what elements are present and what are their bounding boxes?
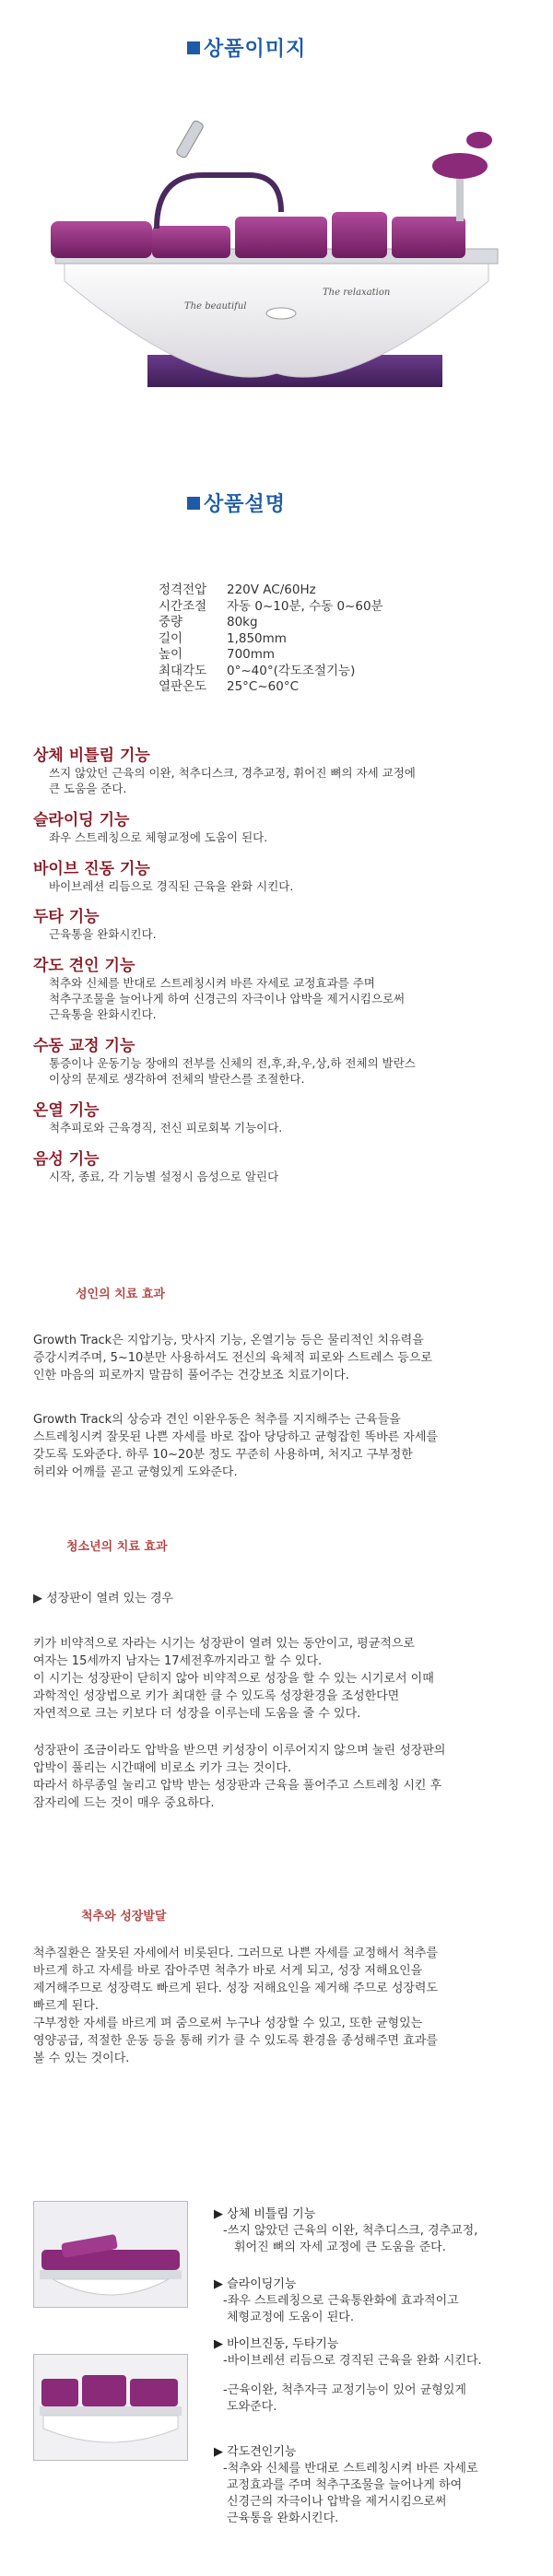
square-bullet-icon bbox=[187, 497, 200, 510]
youth-paragraph-1: 키가 비약적으로 자라는 시기는 성장판이 열려 있는 동안이고, 평균적으로 여자는 15세까지 남자는 17세전후까지라고 할 수 있다. 이 시기는 성장판이 닫히지 않아 비약적으로 성장을 할 수 있는 시기로서 이때 과학적인 성장법으로 키가 최대한 클 수 있도록 성장환경을 조성한다면 자연적으로 크는 키보다 더 성장을 이루는데 도움을 줄 수 있다. bbox=[33, 1637, 434, 1721]
youth-section-title: 청소년의 치료 효과 bbox=[66, 1540, 168, 1554]
spec-row: 열판온도 25°C~60°C bbox=[159, 679, 300, 694]
footrest-pad-top bbox=[466, 132, 492, 148]
feature-percussion: 두타 기능 근육통을 완화시킨다. bbox=[33, 908, 157, 941]
cushion-thigh bbox=[332, 212, 387, 258]
product-image bbox=[46, 120, 516, 424]
youth-paragraph-2: 성장판이 조금이라도 압박을 받으면 키성장이 이루어지지 않으며 눌린 성장판의 압박이 풀리는 시간때에 비로소 키가 크는 것이다. 따라서 하루종일 눌리고 압박 받는 성장판과 근육을 풀어주고 스트레칭 시킨 후 잠자리에 드는 것이 매우 중요하다. bbox=[33, 1744, 446, 1810]
adult-section-title: 성인의 치료 효과 bbox=[76, 1288, 165, 1301]
adult-paragraph-2: Growth Track의 상승과 견인 이완우동은 척추를 지지해주는 근육들을 스트레칭시켜 잘못된 나쁜 자세를 바로 잡아 당당하고 균형잡힌 똑바른 자세를 갖도록 도와준다. 하루 10~20분 정도 꾸준히 사용하며, 처지고 구부정한 허리와 어깨를 곧고 균형있게 도와준다. bbox=[33, 1413, 439, 1479]
side-sliding: ▶ 슬라이딩기능 -좌우 스트레칭으로 근육통완화에 효과적이고 체형교정에 도움이 된다. bbox=[214, 2277, 459, 2324]
side-upper-twist: ▶ 상체 비틀림 기능 -쓰지 않았던 근육의 이완, 척추디스크, 경추교정, 휘어진 뼈의 자세 교정에 큰 도움을 준다. bbox=[214, 2207, 478, 2254]
brand-right: The relaxation bbox=[323, 288, 391, 298]
spec-row: 높이 700mm bbox=[159, 647, 276, 662]
spec-row: 중량 80kg bbox=[159, 615, 258, 629]
feature-upper-twist: 상체 비틀림 기능 쓰지 않았던 근육의 이완, 척추디스크, 경추교정, 휘어진 뼈의 자세 교정에 큰 도움을 준다. bbox=[33, 747, 416, 795]
brand-left: The beautiful bbox=[184, 301, 247, 312]
spec-row: 정격전압 220V AC/60Hz bbox=[159, 582, 316, 597]
spec-row: 시간조절 자동 0~10분, 수동 0~60분 bbox=[159, 598, 383, 614]
feature-angle-traction: 각도 견인 기능 척추와 신체를 반대로 스트레칭시켜 바른 자세로 교정효과를 주며 척추구조물을 늘어나게 하여 신경근의 자극이나 압박을 제거시킴으로써 근육통을 완화시킨다. bbox=[33, 957, 406, 1021]
adult-paragraph-1: Growth Track은 지압기능, 맛사지 기능, 온열기능 등은 물리적인 치유력을 증강시켜주며, 5~10분만 사용하셔도 전신의 육체적 피로와 스트레스 등으로 인한 마음의 피로까지 말끔히 풀어주는 건강보조 치료기이다. bbox=[33, 1334, 432, 1382]
heading-product-image: 상품이미지 bbox=[187, 33, 306, 62]
thumbnail-upper-twist bbox=[33, 2201, 188, 2308]
feature-heating: 온열 기능 척추피로와 근육경직, 전신 피로회복 기능이다. bbox=[33, 1101, 283, 1135]
remote-icon bbox=[175, 120, 204, 159]
cushion-hip bbox=[235, 217, 327, 258]
thumbnail-sliding bbox=[33, 2354, 188, 2461]
spec-row: 최대각도 0°~40°(각도조절기능) bbox=[159, 663, 356, 678]
footrest-pad bbox=[432, 153, 488, 179]
spec-table bbox=[159, 582, 383, 696]
feature-voice: 음성 기능 시작, 종료, 각 기능별 설정시 음성으로 알린다 bbox=[33, 1150, 279, 1183]
cushion-chest bbox=[152, 226, 230, 258]
heading-product-description: 상품설명 bbox=[187, 488, 286, 517]
square-bullet-icon bbox=[187, 41, 200, 54]
side-angle-traction: ▶ 각도견인기능 -척추와 신체를 반대로 스트레칭시켜 바른 자세로 교정효과를 주며 척추구조물을 늘어나게 하여 신경근의 자극이나 압박을 제거시킴으로써 근육통을 완화시킨다. bbox=[214, 2445, 478, 2525]
logo-emblem bbox=[266, 308, 296, 319]
side-vibration: ▶ 바이브진동, 두타기능 -바이브레션 리듬으로 경직된 근육을 완화 시킨다. -근육이완, 척추자극 교정기능이 있어 균형있게 도와준다. bbox=[214, 2337, 482, 2414]
feature-sliding: 슬라이딩 기능 좌우 스트레칭으로 체형교정에 도움이 된다. bbox=[33, 811, 268, 844]
spine-section-title: 척추와 성장발달 bbox=[81, 1910, 167, 1923]
cushion-leg bbox=[392, 217, 465, 258]
youth-bullet: ▶ 성장판이 열려 있는 경우 bbox=[33, 1592, 174, 1606]
feature-manual-correction: 수동 교정 기능 통증이나 운동기능 장애의 전부를 신체의 전,후,좌,우,상,하 전체의 발란스 이상의 문제로 생각하여 전체의 발란스를 조절한다. bbox=[33, 1037, 416, 1086]
feature-vibration: 바이브 진동 기능 바이브레션 리듬으로 경직된 근육을 완화 시킨다. bbox=[33, 860, 294, 893]
spec-row: 길이 1,850mm bbox=[159, 630, 287, 646]
spine-paragraph: 척추질환은 잘못된 자세에서 비롯된다. 그러므로 나쁜 자세를 교정해서 척추를 바르게 하고 자세를 바로 잡아주면 척추가 바로 서게 되고, 성장 저해요인을 제거해주므로 성장력도 빠르게 된다. 성장 저해요인을 제거해 주므로 성장력도 빠르게 된다. 구부정한 자세를 바르게 펴 줌으로써 누구나 성장할 수 있고, 또한 균형있는 영양공급, 적절한 운동 등을 통해 키가 클 수 있도록 환경을 종성해주면 효과를 볼 수 있는 것이다. bbox=[33, 1947, 439, 2065]
cushion-head bbox=[51, 221, 152, 258]
